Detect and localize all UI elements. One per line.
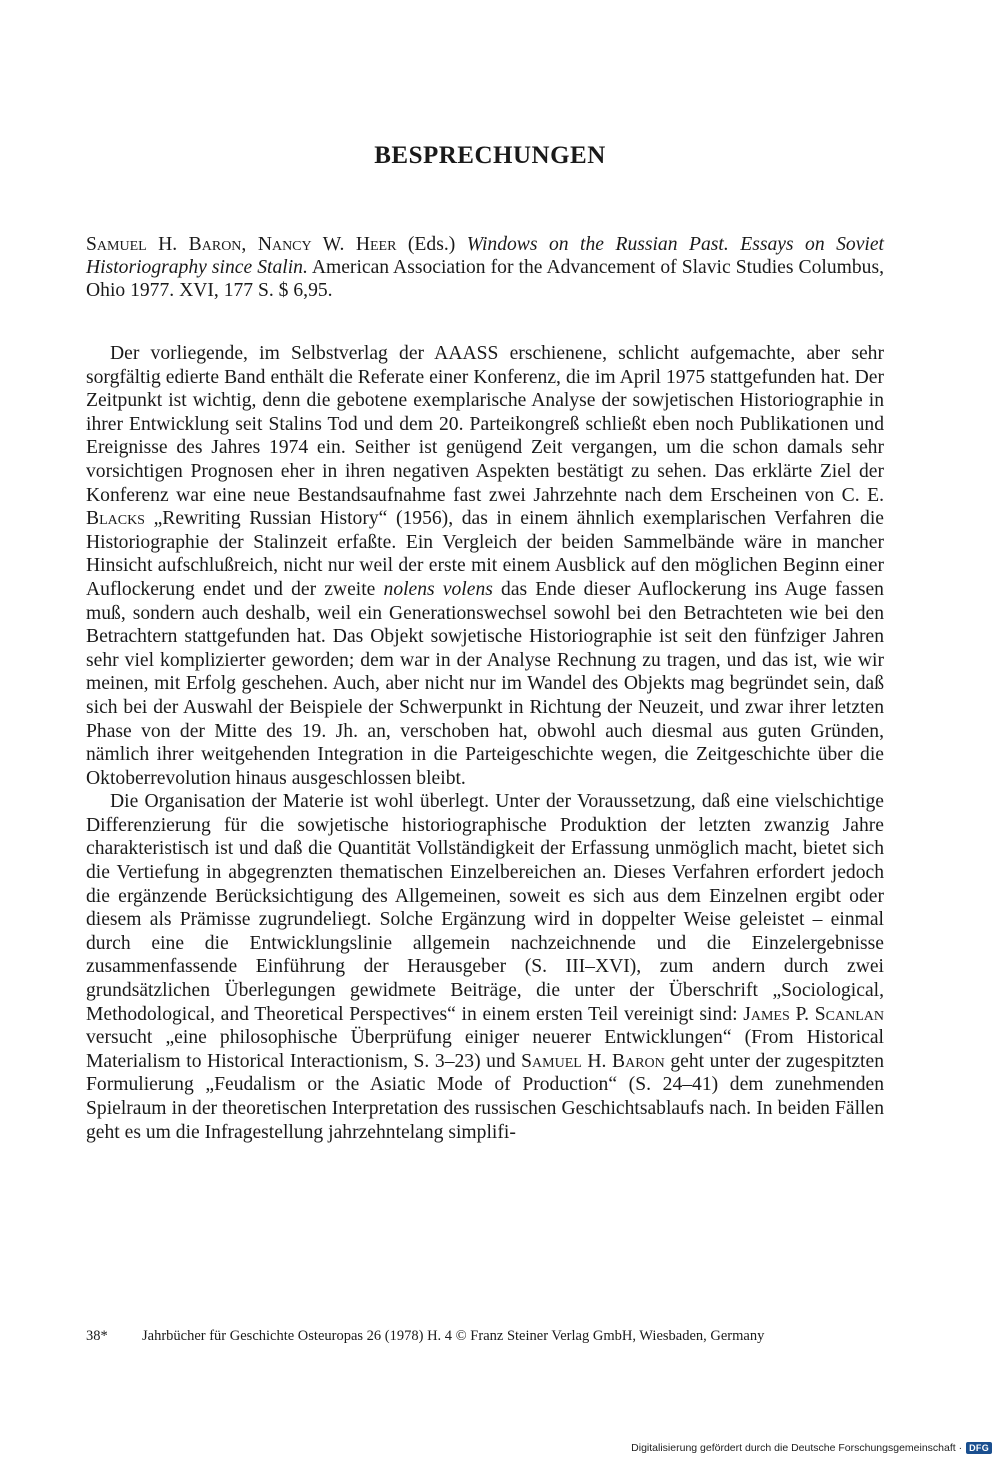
page-number: 38* (86, 1328, 108, 1344)
text-run: versucht „eine philosophische Überprüfung einiger neuerer Entwicklungen“ (From Historical Materialism to Historical Interactionism, S. 3–23) und (86, 1027, 884, 1072)
book-citation: Samuel H. Baron, Nancy W. Heer (Eds.) Windows on the Russian Past. Essays on Soviet Historiography since Stalin. American Association for the Advancement of Slavic Studies Columbus, Ohio 1977. XVI, 177 S. $ 6,95. (86, 234, 884, 301)
review-body (86, 342, 884, 1144)
text-run: Der vorliegende, im Selbstverlag der AAASS erschienene, schlicht aufgemachte, aber sehr sorgfältig edierte Band enthält die Referate einer Konferenz, die im April 1975 stattgefunden hat. Der Zeitpunkt ist wichtig, denn die gebotene exemplarische Analyse der sowjetischen Historiographie in ihrer Entwicklung seit Stalins Tod und dem 20. Parteikongreß schließt eben noch Publikationen und Ereignisse des Jahres 1974 ein. Seither ist genügend Zeit vergangen, um die schon damals sehr vorsichtigen Prognosen eher in ihren negativen Aspekten bestätigt zu sehen. Das erklärte Ziel der Konferenz war eine neue Bestandsaufnahme fast zwei Jahrzehnte nach dem Erscheinen von C. E. (86, 343, 884, 506)
dfg-logo-icon: DFG (966, 1442, 992, 1454)
citation-eds: (Eds.) (407, 234, 456, 255)
author-name: Samuel H. Baron (521, 1050, 665, 1072)
text-run: Die Organisation der Materie ist wohl überlegt. Unter der Voraussetzung, daß eine vielschichtige Differenzierung für die sowjetische historiographische Produktion der letzten zwanzig Jahre charakteristisch ist und daß die Quantität Vollständigkeit der Erfassung unmöglich macht, bietet sich die Vertiefung in abgegrenzten thematischen Einzelbereichen an. Dieses Verfahren erfordert jedoch die ergänzende Berücksichtigung des Allgemeinen, soweit es sich aus dem Einzelnen ergibt oder diesem als Prämisse zugrundeliegt. Solche Ergänzung wird in doppelter Weise geleistet – einmal durch eine die Entwicklungslinie allgemein nachzeichnende und die Einzelergebnisse zusammenfassende Einführung der Herausgeber (S. III–XVI), zum andern durch zwei grundsätzlichen Überlegungen gewidmete Beiträge, die unter der Überschrift „Sociological, Methodological, and Theoretical Perspectives“ in einem ersten Teil vereinigt sind: (86, 791, 884, 1025)
text-run: das Ende dieser Auflockerung ins Auge fassen muß, sondern auch deshalb, weil ein Generationswechsel sowohl bei den Betrachteten wie bei den Betrachtern stattgefunden hat. Das Objekt sowjetische Historiographie ist seit den fünfziger Jahren sehr viel komplizierter geworden; dem war in der Analyse Rechnung zu tragen, und das ist, wie wir meinen, mit Erfolg geschehen. Auch, aber nicht nur im Wandel des Objekts mag begründet sein, daß sich bei der Auswahl der Beispiele der Schwerpunkt in Richtung der Neuzeit, und zwar ihrer letzten Phase von der Mitte des 19. Jh. an, verschoben hat, obwohl auch diesmal aus guten Gründen, nämlich ihrer weitgehenden Integration in die Parteigeschichte wegen, die Zeitgeschichte über die Oktoberrevolution hinaus ausgeschlossen bleibt. (86, 578, 884, 789)
citation-publisher: American Association for the Advancement of Slavic Studies Columbus, Ohio 1977. XVI, 177 S. $ 6,95. (86, 257, 884, 301)
dfg-banner (631, 1440, 992, 1456)
citation-author: Nancy W. Heer (257, 234, 397, 255)
journal-imprint: Jahrbücher für Geschichte Osteuropas 26 (1978) H. 4 © Franz Steiner Verlag GmbH, Wiesbaden, Germany (142, 1328, 765, 1344)
italic-phrase: nolens volens (383, 578, 493, 600)
author-name: Blacks (86, 508, 145, 530)
dfg-banner-text: Digitalisierung gefördert durch die Deutsche Forschungsgemeinschaft · (631, 1442, 963, 1454)
citation-author: Samuel H. Baron (86, 234, 242, 255)
text-run: „Rewriting Russian History“ (1956), das in einem ähnlich exemplarischen Verfahren die Historiographie der Stalinzeit erfaßte. Ein Vergleich der beiden Sammelbände wäre in mancher Hinsicht aufschlußreich, nicht nur weil der erste mit einem Ausblick auf den möglichen Beginn einer Auflockerung endet und der zweite (86, 508, 884, 600)
author-name: James P. Scanlan (743, 1003, 884, 1025)
page-title: BESPRECHUNGEN (374, 142, 606, 169)
page-footer (86, 1328, 886, 1345)
paragraph (86, 790, 884, 1144)
paragraph (86, 342, 884, 790)
citation-title: Windows on the Russian Past. Essays on Soviet Historiography since Stalin. (86, 234, 884, 278)
text-run: geht unter der zugespitzten Formulierung „Feudalism or the Asiatic Mode of Production“ (S. 24–41) dem zunehmenden Spielraum in der theoretischen Interpretation des russischen Geschichtsablaufs nach. In beiden Fällen geht es um die Infragestellung jahrzehntelang simplifi- (86, 1050, 884, 1143)
